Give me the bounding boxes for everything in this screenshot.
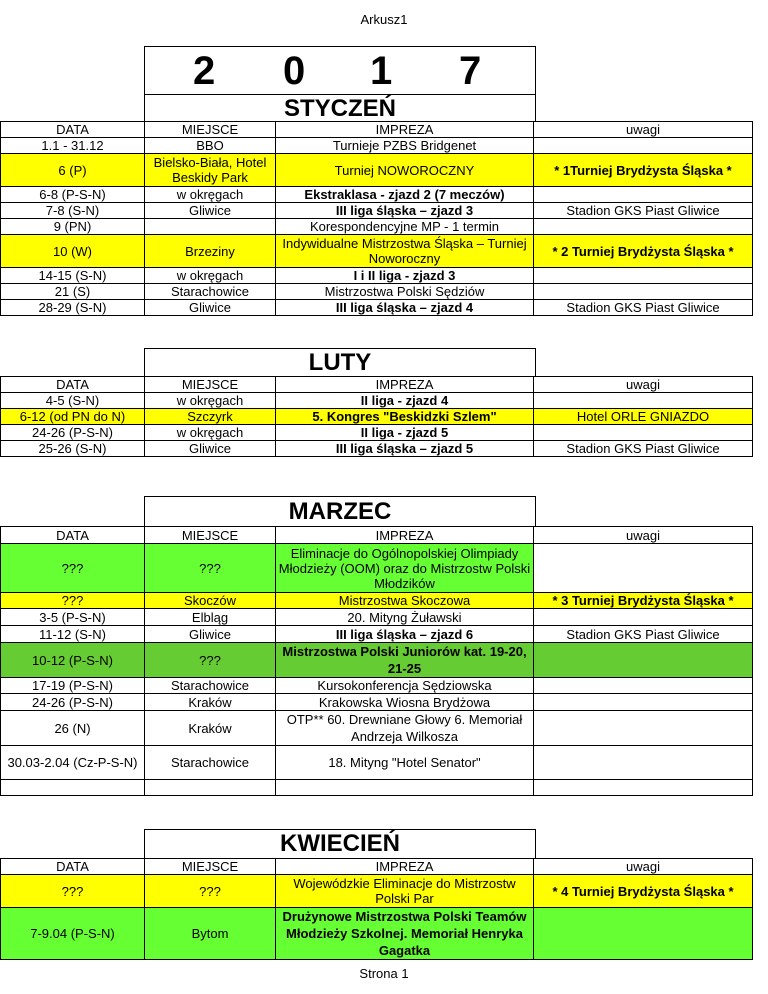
cell-impreza: Eliminacje do Ogólnopolskiej Olimpiady Młodzieży (OOM) oraz do Mistrzostw Polski Młodzików — [276, 544, 534, 593]
cell-miejsce: Starachowice — [145, 746, 276, 780]
cell-data: 9 (PN) — [1, 219, 145, 235]
year-digit-3: 1 — [370, 49, 393, 93]
header-data: DATA — [1, 122, 145, 138]
cell-data: 7-9.04 (P-S-N) — [1, 908, 145, 960]
cell-impreza: 18. Mityng "Hotel Senator" — [276, 746, 534, 780]
table-row — [1, 609, 753, 626]
table-styczen — [0, 121, 753, 316]
month-title-luty: LUTY — [144, 348, 536, 376]
table-row — [1, 284, 753, 300]
cell-impreza: III liga śląska – zjazd 5 — [276, 441, 534, 457]
table-luty — [0, 376, 753, 457]
cell-impreza: Drużynowe Mistrzostwa Polski Teamów Młodzieży Szkolnej. Memoriał Henryka Gagatka — [276, 908, 534, 960]
cell-data: 17-19 (P-S-N) — [1, 678, 145, 694]
cell-impreza: 5. Kongres "Beskidzki Szlem" — [276, 409, 534, 425]
cell-impreza: 20. Mityng Żuławski — [276, 609, 534, 626]
header-impreza: IMPREZA — [276, 122, 534, 138]
cell-uwagi: * 4 Turniej Brydżysta Śląska * — [534, 875, 753, 908]
table-row — [1, 154, 753, 187]
month-title-kwiecien: KWIECIEŃ — [144, 829, 536, 858]
cell-miejsce: Brzeziny — [145, 235, 276, 268]
cell-data: ??? — [1, 544, 145, 593]
cell-data: 6 (P) — [1, 154, 145, 187]
table-row — [1, 300, 753, 316]
cell-uwagi — [534, 694, 753, 711]
cell-miejsce: Gliwice — [145, 300, 276, 316]
cell-uwagi — [534, 643, 753, 678]
cell-impreza: Kursokonferencja Sędziowska — [276, 678, 534, 694]
header-data: DATA — [1, 527, 145, 544]
cell-impreza: Mistrzostwa Skoczowa — [276, 593, 534, 609]
header-uwagi: uwagi — [534, 122, 753, 138]
cell-uwagi: Stadion GKS Piast Gliwice — [534, 441, 753, 457]
cell-uwagi — [534, 746, 753, 780]
table-row — [1, 694, 753, 711]
cell-miejsce: w okręgach — [145, 268, 276, 284]
cell-uwagi — [534, 609, 753, 626]
cell-miejsce: Skoczów — [145, 593, 276, 609]
cell-miejsce: w okręgach — [145, 393, 276, 409]
cell-uwagi: Stadion GKS Piast Gliwice — [534, 626, 753, 643]
table-row — [1, 593, 753, 609]
header-uwagi: uwagi — [534, 859, 753, 875]
table-row — [1, 187, 753, 203]
cell-data: 14-15 (S-N) — [1, 268, 145, 284]
cell-impreza: Ekstraklasa - zjazd 2 (7 meczów) — [276, 187, 534, 203]
table-row — [1, 235, 753, 268]
cell-impreza: III liga śląska – zjazd 3 — [276, 203, 534, 219]
table-row — [1, 875, 753, 908]
cell-miejsce: ??? — [145, 544, 276, 593]
cell-impreza: II liga - zjazd 5 — [276, 425, 534, 441]
header-miejsce: MIEJSCE — [145, 122, 276, 138]
cell-impreza: I i II liga - zjazd 3 — [276, 268, 534, 284]
cell-miejsce: Kraków — [145, 694, 276, 711]
cell-miejsce — [145, 219, 276, 235]
cell-uwagi — [534, 544, 753, 593]
header-miejsce: MIEJSCE — [145, 527, 276, 544]
cell-uwagi — [534, 780, 753, 796]
cell-uwagi — [534, 187, 753, 203]
table-row — [1, 643, 753, 678]
table-row — [1, 425, 753, 441]
year-box — [144, 46, 536, 94]
cell-data: 10-12 (P-S-N) — [1, 643, 145, 678]
table-row — [1, 203, 753, 219]
cell-data: 1.1 - 31.12 — [1, 138, 145, 154]
cell-uwagi — [534, 678, 753, 694]
table-row-empty — [1, 780, 753, 796]
header-uwagi: uwagi — [534, 527, 753, 544]
cell-uwagi: Stadion GKS Piast Gliwice — [534, 300, 753, 316]
cell-miejsce: Starachowice — [145, 678, 276, 694]
cell-miejsce: BBO — [145, 138, 276, 154]
cell-miejsce: Kraków — [145, 711, 276, 746]
cell-miejsce: ??? — [145, 643, 276, 678]
table-row — [1, 908, 753, 960]
table-row — [1, 268, 753, 284]
table-row — [1, 544, 753, 593]
cell-uwagi — [534, 268, 753, 284]
cell-miejsce: w okręgach — [145, 425, 276, 441]
cell-data: 26 (N) — [1, 711, 145, 746]
cell-miejsce: Gliwice — [145, 441, 276, 457]
cell-impreza: III liga śląska – zjazd 4 — [276, 300, 534, 316]
cell-uwagi — [534, 284, 753, 300]
header-data: DATA — [1, 859, 145, 875]
header-impreza: IMPREZA — [276, 859, 534, 875]
cell-impreza — [276, 780, 534, 796]
cell-impreza: II liga - zjazd 4 — [276, 393, 534, 409]
table-row — [1, 393, 753, 409]
month-title-marzec: MARZEC — [144, 496, 536, 526]
cell-uwagi: Hotel ORLE GNIAZDO — [534, 409, 753, 425]
cell-data: 6-8 (P-S-N) — [1, 187, 145, 203]
cell-impreza: Mistrzostwa Polski Juniorów kat. 19-20, 21-25 — [276, 643, 534, 678]
table-row — [1, 711, 753, 746]
cell-data: 10 (W) — [1, 235, 145, 268]
cell-impreza: OTP** 60. Drewniane Głowy 6. Memoriał Andrzeja Wilkosza — [276, 711, 534, 746]
cell-data: 3-5 (P-S-N) — [1, 609, 145, 626]
cell-uwagi — [534, 219, 753, 235]
cell-impreza: Indywidualne Mistrzostwa Śląska – Turniej Noworoczny — [276, 235, 534, 268]
table-row — [1, 409, 753, 425]
cell-uwagi: * 2 Turniej Brydżysta Śląska * — [534, 235, 753, 268]
table-row — [1, 138, 753, 154]
cell-impreza: Turnieje PZBS Bridgenet — [276, 138, 534, 154]
cell-impreza: III liga śląska – zjazd 6 — [276, 626, 534, 643]
cell-data: 24-26 (P-S-N) — [1, 425, 145, 441]
header-data: DATA — [1, 377, 145, 393]
cell-miejsce: Bielsko-Biała, Hotel Beskidy Park — [145, 154, 276, 187]
month-title-styczen: STYCZEŃ — [144, 94, 536, 122]
cell-impreza: Turniej NOWOROCZNY — [276, 154, 534, 187]
header-miejsce: MIEJSCE — [145, 377, 276, 393]
table-kwiecien — [0, 858, 753, 960]
cell-miejsce: w okręgach — [145, 187, 276, 203]
cell-miejsce: Szczyrk — [145, 409, 276, 425]
cell-miejsce: ??? — [145, 875, 276, 908]
year-digit-4: 7 — [459, 49, 482, 93]
cell-uwagi: Stadion GKS Piast Gliwice — [534, 203, 753, 219]
cell-impreza: Krakowska Wiosna Brydżowa — [276, 694, 534, 711]
cell-data: 6-12 (od PN do N) — [1, 409, 145, 425]
cell-data: 4-5 (S-N) — [1, 393, 145, 409]
table-row — [1, 746, 753, 780]
cell-data: 25-26 (S-N) — [1, 441, 145, 457]
cell-data: 21 (S) — [1, 284, 145, 300]
cell-data: 28-29 (S-N) — [1, 300, 145, 316]
header-miejsce: MIEJSCE — [145, 859, 276, 875]
cell-data: ??? — [1, 593, 145, 609]
table-row — [1, 678, 753, 694]
cell-uwagi — [534, 711, 753, 746]
cell-miejsce: Elbląg — [145, 609, 276, 626]
cell-uwagi — [534, 138, 753, 154]
cell-data: 7-8 (S-N) — [1, 203, 145, 219]
cell-data — [1, 780, 145, 796]
cell-miejsce: Gliwice — [145, 626, 276, 643]
cell-data: 11-12 (S-N) — [1, 626, 145, 643]
cell-impreza: Mistrzostwa Polski Sędziów — [276, 284, 534, 300]
header-impreza: IMPREZA — [276, 377, 534, 393]
page-footer: Strona 1 — [359, 966, 409, 981]
cell-impreza: Korespondencyjne MP - 1 termin — [276, 219, 534, 235]
header-uwagi: uwagi — [534, 377, 753, 393]
cell-impreza: Wojewódzkie Eliminacje do Mistrzostw Polski Par — [276, 875, 534, 908]
cell-uwagi — [534, 393, 753, 409]
table-marzec — [0, 526, 753, 796]
cell-data: ??? — [1, 875, 145, 908]
cell-uwagi: * 3 Turniej Brydżysta Śląska * — [534, 593, 753, 609]
cell-miejsce: Starachowice — [145, 284, 276, 300]
year-digit-1: 2 — [193, 49, 216, 93]
table-row — [1, 441, 753, 457]
sheet-title: Arkusz1 — [360, 12, 408, 27]
cell-miejsce: Gliwice — [145, 203, 276, 219]
cell-uwagi: * 1Turniej Brydżysta Śląska * — [534, 154, 753, 187]
cell-uwagi — [534, 908, 753, 960]
cell-uwagi — [534, 425, 753, 441]
table-row — [1, 626, 753, 643]
year-digit-2: 0 — [283, 49, 306, 93]
table-row — [1, 219, 753, 235]
cell-miejsce: Bytom — [145, 908, 276, 960]
cell-data: 24-26 (P-S-N) — [1, 694, 145, 711]
cell-miejsce — [145, 780, 276, 796]
header-impreza: IMPREZA — [276, 527, 534, 544]
cell-data: 30.03-2.04 (Cz-P-S-N) — [1, 746, 145, 780]
